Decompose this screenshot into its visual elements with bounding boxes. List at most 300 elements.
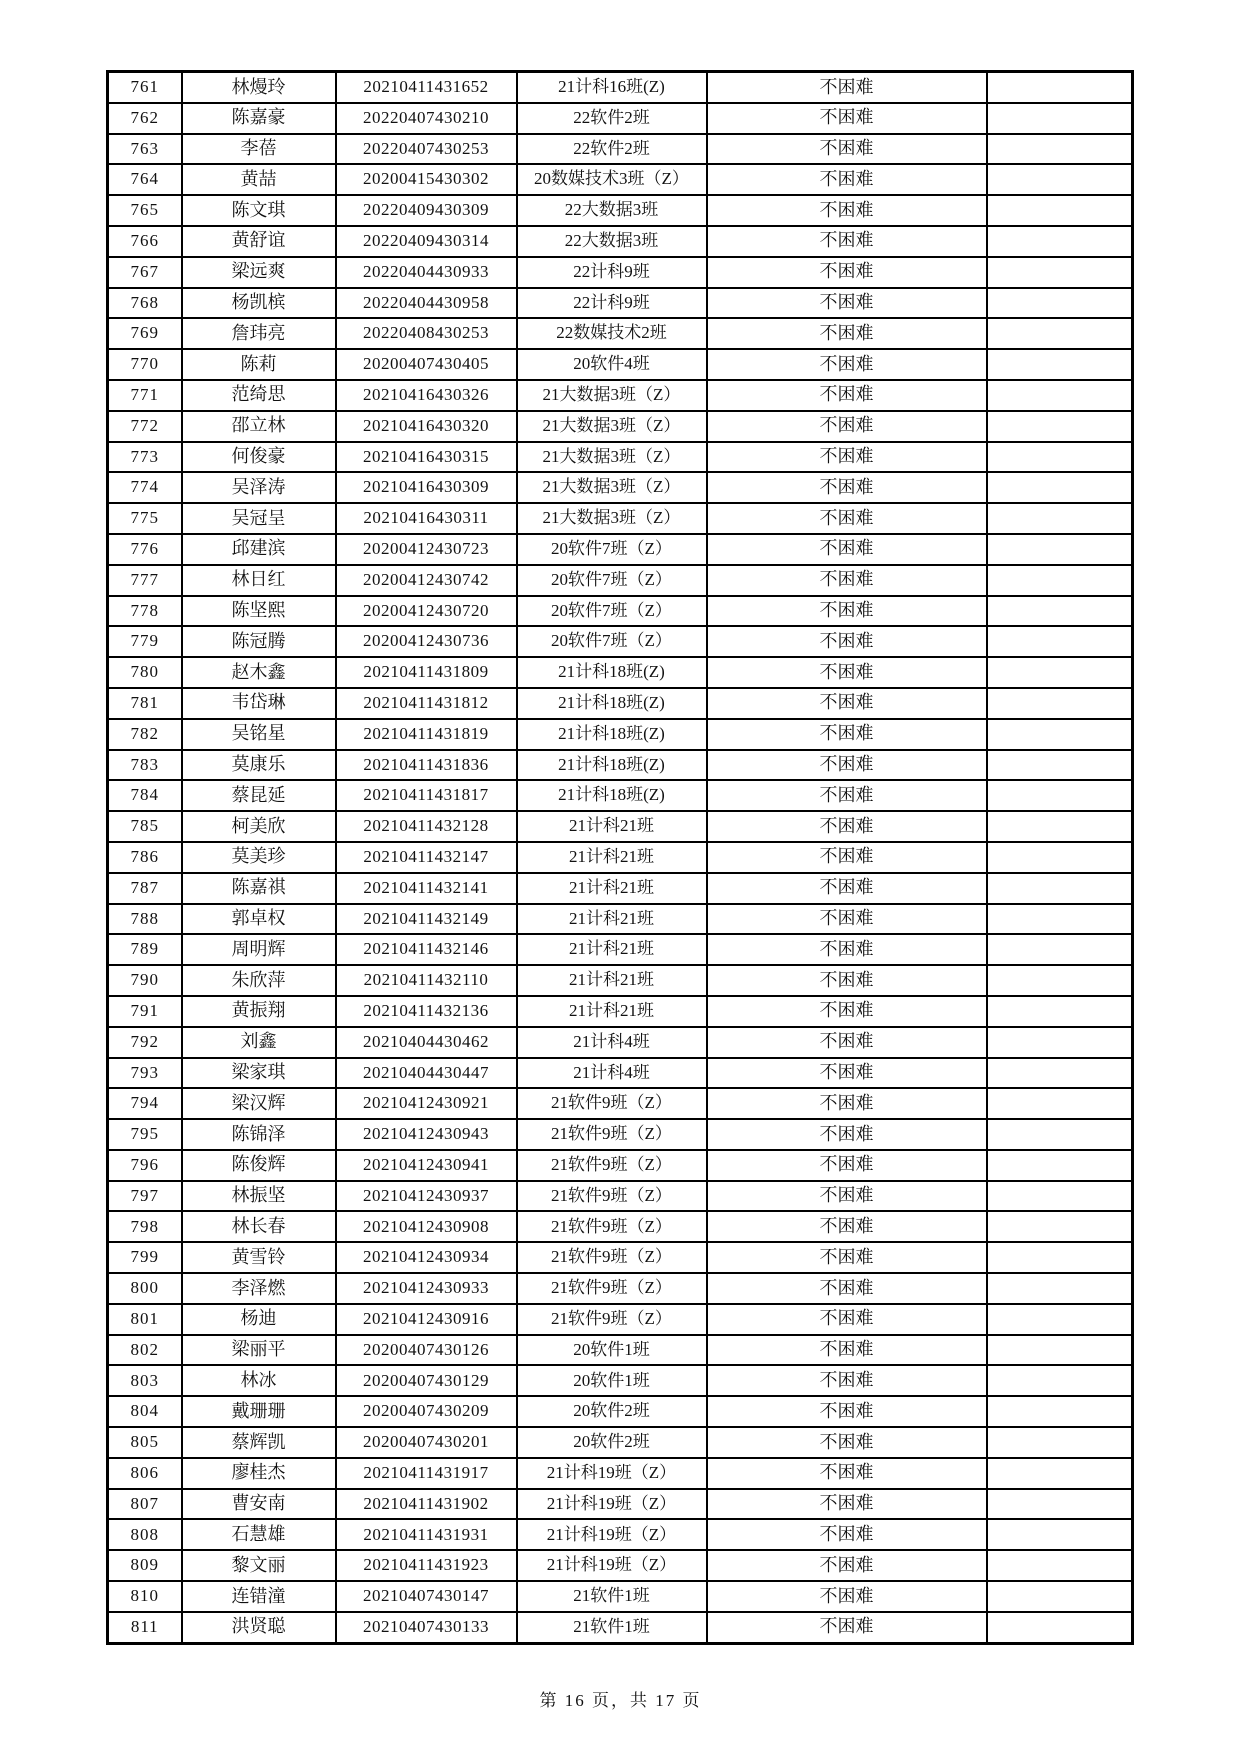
row-number-cell: 781 [108, 688, 182, 719]
difficulty-status-cell: 不困难 [707, 1581, 987, 1612]
student-name-cell: 林熳玲 [182, 72, 336, 103]
difficulty-status-cell: 不困难 [707, 750, 987, 781]
class-name-cell: 20软件1班 [517, 1365, 707, 1396]
class-name-cell: 22数媒技术2班 [517, 318, 707, 349]
class-name-cell: 21计科19班（Z） [517, 1519, 707, 1550]
difficulty-status-cell: 不困难 [707, 534, 987, 565]
row-number-cell: 770 [108, 349, 182, 380]
class-name-cell: 20软件7班（Z） [517, 534, 707, 565]
table-row [108, 1396, 1133, 1427]
blank-note-cell [987, 226, 1133, 257]
class-name-cell: 21软件9班（Z） [517, 1273, 707, 1304]
student-name-cell: 杨迪 [182, 1304, 336, 1335]
student-name-cell: 赵木鑫 [182, 657, 336, 688]
student-name-cell: 陈冠腾 [182, 626, 336, 657]
row-number-cell: 777 [108, 565, 182, 596]
blank-note-cell [987, 688, 1133, 719]
blank-note-cell [987, 1058, 1133, 1089]
class-name-cell: 22计科9班 [517, 288, 707, 319]
student-id-cell: 20210411432110 [336, 965, 517, 996]
blank-note-cell [987, 534, 1133, 565]
student-id-cell: 20200407430201 [336, 1427, 517, 1458]
difficulty-status-cell: 不困难 [707, 1519, 987, 1550]
class-name-cell: 21大数据3班（Z） [517, 503, 707, 534]
student-name-cell: 梁家琪 [182, 1058, 336, 1089]
student-name-cell: 何俊豪 [182, 442, 336, 473]
row-number-cell: 779 [108, 626, 182, 657]
class-name-cell: 20软件7班（Z） [517, 626, 707, 657]
row-number-cell: 768 [108, 288, 182, 319]
student-id-cell: 20210411431817 [336, 780, 517, 811]
difficulty-status-cell: 不困难 [707, 996, 987, 1027]
table-row [108, 1211, 1133, 1242]
blank-note-cell [987, 1427, 1133, 1458]
row-number-cell: 789 [108, 934, 182, 965]
table-row [108, 1058, 1133, 1089]
student-name-cell: 韦岱琳 [182, 688, 336, 719]
student-id-cell: 20210404430447 [336, 1058, 517, 1089]
table-row [108, 1304, 1133, 1335]
difficulty-status-cell: 不困难 [707, 842, 987, 873]
difficulty-status-cell: 不困难 [707, 1396, 987, 1427]
class-name-cell: 20软件4班 [517, 349, 707, 380]
row-number-cell: 763 [108, 134, 182, 165]
student-id-cell: 20210412430941 [336, 1150, 517, 1181]
row-number-cell: 775 [108, 503, 182, 534]
row-number-cell: 801 [108, 1304, 182, 1335]
student-id-cell: 20210411431836 [336, 750, 517, 781]
student-name-cell: 陈俊辉 [182, 1150, 336, 1181]
row-number-cell: 774 [108, 472, 182, 503]
difficulty-status-cell: 不困难 [707, 1242, 987, 1273]
blank-note-cell [987, 1119, 1133, 1150]
table-row [108, 257, 1133, 288]
difficulty-status-cell: 不困难 [707, 1489, 987, 1520]
class-name-cell: 21软件9班（Z） [517, 1211, 707, 1242]
student-id-cell: 20210411431923 [336, 1550, 517, 1581]
table-row [108, 1612, 1133, 1643]
row-number-cell: 802 [108, 1335, 182, 1366]
class-name-cell: 22软件2班 [517, 134, 707, 165]
student-id-cell: 20210411431902 [336, 1489, 517, 1520]
class-name-cell: 21计科21班 [517, 934, 707, 965]
blank-note-cell [987, 1335, 1133, 1366]
student-id-cell: 20210411432146 [336, 934, 517, 965]
student-id-cell: 20210412430921 [336, 1088, 517, 1119]
row-number-cell: 797 [108, 1181, 182, 1212]
table-row [108, 565, 1133, 596]
difficulty-status-cell: 不困难 [707, 688, 987, 719]
blank-note-cell [987, 873, 1133, 904]
row-number-cell: 793 [108, 1058, 182, 1089]
blank-note-cell [987, 442, 1133, 473]
student-name-cell: 刘鑫 [182, 1027, 336, 1058]
class-name-cell: 21计科18班(Z) [517, 688, 707, 719]
class-name-cell: 20软件7班（Z） [517, 596, 707, 627]
blank-note-cell [987, 626, 1133, 657]
student-name-cell: 杨凯槟 [182, 288, 336, 319]
difficulty-status-cell: 不困难 [707, 503, 987, 534]
student-name-cell: 陈文琪 [182, 195, 336, 226]
table-row [108, 442, 1133, 473]
student-name-cell: 梁汉辉 [182, 1088, 336, 1119]
student-id-cell: 20210411432149 [336, 904, 517, 935]
class-name-cell: 21计科21班 [517, 996, 707, 1027]
blank-note-cell [987, 965, 1133, 996]
table-row [108, 1519, 1133, 1550]
class-name-cell: 21计科19班（Z） [517, 1550, 707, 1581]
table-row [108, 288, 1133, 319]
student-id-cell: 20220407430253 [336, 134, 517, 165]
blank-note-cell [987, 472, 1133, 503]
class-name-cell: 21软件1班 [517, 1612, 707, 1643]
student-id-cell: 20210411432141 [336, 873, 517, 904]
blank-note-cell [987, 1396, 1133, 1427]
blank-note-cell [987, 1458, 1133, 1489]
row-number-cell: 767 [108, 257, 182, 288]
blank-note-cell [987, 503, 1133, 534]
table-row [108, 1550, 1133, 1581]
student-id-cell: 20220409430309 [336, 195, 517, 226]
row-number-cell: 794 [108, 1088, 182, 1119]
class-name-cell: 21软件1班 [517, 1581, 707, 1612]
student-name-cell: 邵立林 [182, 411, 336, 442]
difficulty-status-cell: 不困难 [707, 1119, 987, 1150]
blank-note-cell [987, 1489, 1133, 1520]
table-row [108, 996, 1133, 1027]
student-name-cell: 林长春 [182, 1211, 336, 1242]
student-id-cell: 20200407430405 [336, 349, 517, 380]
class-name-cell: 20软件7班（Z） [517, 565, 707, 596]
difficulty-status-cell: 不困难 [707, 596, 987, 627]
blank-note-cell [987, 257, 1133, 288]
difficulty-status-cell: 不困难 [707, 1304, 987, 1335]
class-name-cell: 21计科19班（Z） [517, 1489, 707, 1520]
class-name-cell: 21软件9班（Z） [517, 1181, 707, 1212]
student-name-cell: 林日红 [182, 565, 336, 596]
student-name-cell: 蔡辉凯 [182, 1427, 336, 1458]
table-row [108, 380, 1133, 411]
student-name-cell: 梁远爽 [182, 257, 336, 288]
blank-note-cell [987, 1027, 1133, 1058]
difficulty-status-cell: 不困难 [707, 565, 987, 596]
student-name-cell: 郭卓权 [182, 904, 336, 935]
difficulty-status-cell: 不困难 [707, 1027, 987, 1058]
student-name-cell: 黎文丽 [182, 1550, 336, 1581]
difficulty-status-cell: 不困难 [707, 1550, 987, 1581]
student-name-cell: 莫康乐 [182, 750, 336, 781]
row-number-cell: 790 [108, 965, 182, 996]
class-name-cell: 22大数据3班 [517, 195, 707, 226]
table-row [108, 780, 1133, 811]
table-row [108, 965, 1133, 996]
row-number-cell: 782 [108, 719, 182, 750]
blank-note-cell [987, 1304, 1133, 1335]
blank-note-cell [987, 1088, 1133, 1119]
blank-note-cell [987, 750, 1133, 781]
student-id-cell: 20210407430133 [336, 1612, 517, 1643]
difficulty-status-cell: 不困难 [707, 164, 987, 195]
blank-note-cell [987, 103, 1133, 134]
student-id-cell: 20200407430126 [336, 1335, 517, 1366]
row-number-cell: 784 [108, 780, 182, 811]
student-roster-body [108, 72, 1133, 1644]
row-number-cell: 772 [108, 411, 182, 442]
table-row [108, 164, 1133, 195]
difficulty-status-cell: 不困难 [707, 873, 987, 904]
student-name-cell: 洪贤聪 [182, 1612, 336, 1643]
student-name-cell: 柯美欣 [182, 811, 336, 842]
student-id-cell: 20210412430916 [336, 1304, 517, 1335]
student-id-cell: 20210416430309 [336, 472, 517, 503]
difficulty-status-cell: 不困难 [707, 934, 987, 965]
student-name-cell: 莫美珍 [182, 842, 336, 873]
student-name-cell: 黄舒谊 [182, 226, 336, 257]
table-row [108, 934, 1133, 965]
student-name-cell: 黄雪铃 [182, 1242, 336, 1273]
student-name-cell: 蔡昆延 [182, 780, 336, 811]
table-row [108, 842, 1133, 873]
difficulty-status-cell: 不困难 [707, 1211, 987, 1242]
class-name-cell: 21计科18班(Z) [517, 719, 707, 750]
student-id-cell: 20210411431809 [336, 657, 517, 688]
blank-note-cell [987, 1365, 1133, 1396]
student-id-cell: 20220404430933 [336, 257, 517, 288]
class-name-cell: 21计科4班 [517, 1058, 707, 1089]
row-number-cell: 805 [108, 1427, 182, 1458]
table-row [108, 1335, 1133, 1366]
blank-note-cell [987, 1273, 1133, 1304]
student-id-cell: 20200412430736 [336, 626, 517, 657]
difficulty-status-cell: 不困难 [707, 1150, 987, 1181]
row-number-cell: 761 [108, 72, 182, 103]
class-name-cell: 21大数据3班（Z） [517, 380, 707, 411]
row-number-cell: 795 [108, 1119, 182, 1150]
difficulty-status-cell: 不困难 [707, 657, 987, 688]
difficulty-status-cell: 不困难 [707, 780, 987, 811]
student-id-cell: 20210416430326 [336, 380, 517, 411]
row-number-cell: 769 [108, 318, 182, 349]
row-number-cell: 778 [108, 596, 182, 627]
student-name-cell: 范绮思 [182, 380, 336, 411]
table-row [108, 195, 1133, 226]
blank-note-cell [987, 1242, 1133, 1273]
class-name-cell: 21大数据3班（Z） [517, 442, 707, 473]
class-name-cell: 20软件2班 [517, 1427, 707, 1458]
class-name-cell: 21大数据3班（Z） [517, 472, 707, 503]
table-row [108, 134, 1133, 165]
student-id-cell: 20210416430320 [336, 411, 517, 442]
blank-note-cell [987, 195, 1133, 226]
student-id-cell: 20210411432136 [336, 996, 517, 1027]
student-id-cell: 20210411431812 [336, 688, 517, 719]
student-id-cell: 20210416430315 [336, 442, 517, 473]
difficulty-status-cell: 不困难 [707, 1365, 987, 1396]
difficulty-status-cell: 不困难 [707, 380, 987, 411]
student-name-cell: 戴珊珊 [182, 1396, 336, 1427]
blank-note-cell [987, 596, 1133, 627]
blank-note-cell [987, 904, 1133, 935]
blank-note-cell [987, 288, 1133, 319]
difficulty-status-cell: 不困难 [707, 1181, 987, 1212]
blank-note-cell [987, 565, 1133, 596]
row-number-cell: 785 [108, 811, 182, 842]
student-id-cell: 20200415430302 [336, 164, 517, 195]
student-id-cell: 20200412430742 [336, 565, 517, 596]
student-name-cell: 朱欣萍 [182, 965, 336, 996]
student-id-cell: 20210412430908 [336, 1211, 517, 1242]
blank-note-cell [987, 1612, 1133, 1643]
student-name-cell: 黄振翔 [182, 996, 336, 1027]
table-row [108, 1027, 1133, 1058]
row-number-cell: 776 [108, 534, 182, 565]
table-row [108, 657, 1133, 688]
student-id-cell: 20210411431917 [336, 1458, 517, 1489]
blank-note-cell [987, 1181, 1133, 1212]
row-number-cell: 764 [108, 164, 182, 195]
class-name-cell: 22软件2班 [517, 103, 707, 134]
row-number-cell: 780 [108, 657, 182, 688]
table-row [108, 1181, 1133, 1212]
blank-note-cell [987, 380, 1133, 411]
row-number-cell: 788 [108, 904, 182, 935]
table-row [108, 750, 1133, 781]
class-name-cell: 21计科21班 [517, 873, 707, 904]
student-name-cell: 林冰 [182, 1365, 336, 1396]
student-name-cell: 曹安南 [182, 1489, 336, 1520]
student-id-cell: 20210407430147 [336, 1581, 517, 1612]
table-row [108, 688, 1133, 719]
row-number-cell: 800 [108, 1273, 182, 1304]
student-id-cell: 20200412430723 [336, 534, 517, 565]
table-row [108, 103, 1133, 134]
row-number-cell: 810 [108, 1581, 182, 1612]
row-number-cell: 787 [108, 873, 182, 904]
table-row [108, 873, 1133, 904]
page-number-footer: 第 16 页，共 17 页 [539, 1691, 702, 1710]
table-row [108, 1365, 1133, 1396]
blank-note-cell [987, 996, 1133, 1027]
table-row [108, 811, 1133, 842]
blank-note-cell [987, 411, 1133, 442]
class-name-cell: 21软件9班（Z） [517, 1150, 707, 1181]
student-id-cell: 20200407430209 [336, 1396, 517, 1427]
row-number-cell: 773 [108, 442, 182, 473]
table-row [108, 596, 1133, 627]
blank-note-cell [987, 349, 1133, 380]
class-name-cell: 21计科4班 [517, 1027, 707, 1058]
blank-note-cell [987, 842, 1133, 873]
student-name-cell: 黄喆 [182, 164, 336, 195]
table-row [108, 626, 1133, 657]
blank-note-cell [987, 1519, 1133, 1550]
difficulty-status-cell: 不困难 [707, 1335, 987, 1366]
student-name-cell: 吴铭星 [182, 719, 336, 750]
row-number-cell: 762 [108, 103, 182, 134]
class-name-cell: 21大数据3班（Z） [517, 411, 707, 442]
difficulty-status-cell: 不困难 [707, 904, 987, 935]
table-row [108, 472, 1133, 503]
blank-note-cell [987, 164, 1133, 195]
row-number-cell: 808 [108, 1519, 182, 1550]
row-number-cell: 791 [108, 996, 182, 1027]
row-number-cell: 803 [108, 1365, 182, 1396]
student-name-cell: 陈坚熙 [182, 596, 336, 627]
difficulty-status-cell: 不困难 [707, 72, 987, 103]
class-name-cell: 21软件9班（Z） [517, 1119, 707, 1150]
student-name-cell: 陈嘉祺 [182, 873, 336, 904]
difficulty-status-cell: 不困难 [707, 318, 987, 349]
student-name-cell: 陈锦泽 [182, 1119, 336, 1150]
difficulty-status-cell: 不困难 [707, 257, 987, 288]
table-row [108, 318, 1133, 349]
student-name-cell: 陈莉 [182, 349, 336, 380]
student-name-cell: 石慧雄 [182, 1519, 336, 1550]
blank-note-cell [987, 780, 1133, 811]
blank-note-cell [987, 1581, 1133, 1612]
class-name-cell: 21计科18班(Z) [517, 657, 707, 688]
table-row [108, 1273, 1133, 1304]
row-number-cell: 811 [108, 1612, 182, 1643]
blank-note-cell [987, 134, 1133, 165]
table-row [108, 534, 1133, 565]
table-row [108, 1489, 1133, 1520]
class-name-cell: 21计科16班(Z) [517, 72, 707, 103]
difficulty-status-cell: 不困难 [707, 811, 987, 842]
row-number-cell: 798 [108, 1211, 182, 1242]
student-id-cell: 20210412430933 [336, 1273, 517, 1304]
blank-note-cell [987, 719, 1133, 750]
difficulty-status-cell: 不困难 [707, 1427, 987, 1458]
difficulty-status-cell: 不困难 [707, 1088, 987, 1119]
difficulty-status-cell: 不困难 [707, 411, 987, 442]
row-number-cell: 809 [108, 1550, 182, 1581]
class-name-cell: 21计科18班(Z) [517, 780, 707, 811]
student-name-cell: 詹玮亮 [182, 318, 336, 349]
student-id-cell: 20220404430958 [336, 288, 517, 319]
row-number-cell: 792 [108, 1027, 182, 1058]
class-name-cell: 21计科21班 [517, 842, 707, 873]
student-id-cell: 20220409430314 [336, 226, 517, 257]
student-name-cell: 廖桂杰 [182, 1458, 336, 1489]
student-id-cell: 20210412430943 [336, 1119, 517, 1150]
class-name-cell: 20软件2班 [517, 1396, 707, 1427]
student-id-cell: 20210416430311 [336, 503, 517, 534]
class-name-cell: 21计科21班 [517, 904, 707, 935]
class-name-cell: 21软件9班（Z） [517, 1304, 707, 1335]
difficulty-status-cell: 不困难 [707, 226, 987, 257]
student-id-cell: 20210411431819 [336, 719, 517, 750]
difficulty-status-cell: 不困难 [707, 965, 987, 996]
student-name-cell: 邱建滨 [182, 534, 336, 565]
blank-note-cell [987, 1211, 1133, 1242]
table-row [108, 1581, 1133, 1612]
row-number-cell: 807 [108, 1489, 182, 1520]
student-name-cell: 梁丽平 [182, 1335, 336, 1366]
class-name-cell: 21计科18班(Z) [517, 750, 707, 781]
student-id-cell: 20210411432147 [336, 842, 517, 873]
student-id-cell: 20210411431931 [336, 1519, 517, 1550]
row-number-cell: 783 [108, 750, 182, 781]
student-id-cell: 20220407430210 [336, 103, 517, 134]
student-id-cell: 20210404430462 [336, 1027, 517, 1058]
student-id-cell: 20210411431652 [336, 72, 517, 103]
table-row [108, 1150, 1133, 1181]
student-id-cell: 20210412430934 [336, 1242, 517, 1273]
class-name-cell: 21计科21班 [517, 965, 707, 996]
student-name-cell: 吴冠呈 [182, 503, 336, 534]
table-row [108, 904, 1133, 935]
